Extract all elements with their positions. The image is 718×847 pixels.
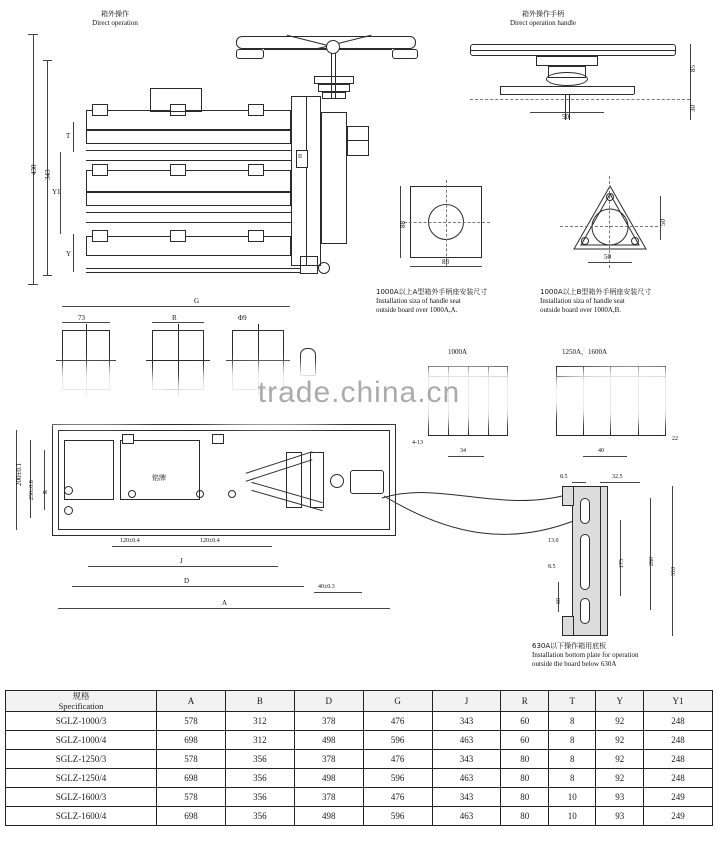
dim-J-line xyxy=(88,566,278,567)
dim-Y-line xyxy=(73,234,74,272)
rail-line-d xyxy=(86,222,291,223)
dim-73-label: 73 xyxy=(78,314,85,322)
plan-detail-r3 xyxy=(226,360,290,361)
bottom-plate-slot-1 xyxy=(580,498,590,524)
cell-G: 476 xyxy=(363,750,432,769)
cell-B: 356 xyxy=(225,788,294,807)
plan-hole xyxy=(64,486,73,495)
watermark-blur-left xyxy=(0,366,180,424)
plan-tab xyxy=(122,434,134,444)
plan-hole xyxy=(228,490,236,498)
cell-J: 343 xyxy=(432,750,501,769)
contact-block xyxy=(92,230,108,242)
cell-G: 596 xyxy=(363,807,432,826)
cell-Y1: 248 xyxy=(644,750,713,769)
dim-280-label: 280 xyxy=(649,557,655,566)
shaft-collar xyxy=(318,84,350,92)
seat-a-dim-88-h xyxy=(410,266,482,267)
plan-hole xyxy=(64,506,73,515)
dim-200-line xyxy=(44,450,45,510)
cell-J: 343 xyxy=(432,712,501,731)
bottom-plate-edge xyxy=(600,486,601,636)
dim-G-line xyxy=(62,306,290,307)
cell-Y1: 248 xyxy=(644,712,713,731)
cell-D: 498 xyxy=(294,731,363,750)
dim-R-label: R xyxy=(172,314,177,322)
dim-430-tick-top xyxy=(28,34,38,35)
dim-J-label: J xyxy=(180,557,183,565)
cell-Y: 92 xyxy=(596,731,644,750)
rail-line-b xyxy=(86,160,291,161)
table-header-spec-cn: 规格 xyxy=(72,691,90,701)
cell-B: 356 xyxy=(225,769,294,788)
dim-430-label: 430 xyxy=(30,164,38,175)
cell-D: 378 xyxy=(294,788,363,807)
cell-Y: 93 xyxy=(596,807,644,826)
table-header-spec-en: Specification xyxy=(58,701,104,711)
dim-430-tick-bot xyxy=(28,284,38,285)
dim-60-label: 60 xyxy=(556,598,562,604)
dim-R-left-label: 200±0.1 xyxy=(15,462,23,486)
cell-spec: SGLZ-1000/4 xyxy=(6,731,157,750)
seat-a-dim-88-h-label: 88 xyxy=(442,258,449,266)
table-header-A: A xyxy=(157,691,226,712)
plan-detail-r2 xyxy=(146,360,210,361)
handle-base-oval xyxy=(546,72,588,86)
caption-direct-handle: 箱外操作手柄 Direct operation handle xyxy=(509,10,577,27)
cell-R: 60 xyxy=(501,712,549,731)
nameplate-label: 铭牌 xyxy=(152,474,166,482)
dim-200-label: R xyxy=(43,489,49,494)
cell-T: 10 xyxy=(548,807,596,826)
dim-T-line xyxy=(73,122,74,152)
dim-85-label: 85 xyxy=(689,65,697,72)
rail-line-a xyxy=(86,150,291,151)
cell-spec: SGLZ-1600/3 xyxy=(6,788,157,807)
centerline-right-view xyxy=(470,99,690,100)
dim-50-label: 50 xyxy=(562,113,569,121)
dim-T-label: T xyxy=(66,132,71,140)
dim-343-tick-bot xyxy=(43,275,52,276)
seat-a-dim-88-v-label: 88 xyxy=(399,221,407,228)
cell-T: 8 xyxy=(548,750,596,769)
seat-b-dim-50-v-label: 50 xyxy=(659,219,667,226)
plan-tab xyxy=(212,434,224,444)
handle-hub xyxy=(326,40,340,54)
dim-32p5-label: 32.5 xyxy=(612,474,623,480)
linkage-pivot xyxy=(330,474,344,488)
table-row xyxy=(6,807,713,826)
mount-plate-bottom xyxy=(500,94,634,95)
handle-top-bar-line xyxy=(470,50,676,51)
cell-T: 8 xyxy=(548,769,596,788)
linkage-end-block xyxy=(350,470,384,494)
contact-block xyxy=(170,164,186,176)
column-center xyxy=(306,96,307,266)
cell-R: 80 xyxy=(501,769,549,788)
amp-1000-label: 1000A xyxy=(448,348,468,356)
dim-175-line xyxy=(620,520,621,596)
cell-A: 578 xyxy=(157,788,226,807)
dim-30-label: 30 xyxy=(689,105,697,112)
caption-handle-seat-a: 1000A以上A型箱外手柄座安装尺寸 Installation siza of handle seat outside board over 1000A,A. xyxy=(376,288,488,314)
table-row xyxy=(6,769,713,788)
cell-B: 356 xyxy=(225,750,294,769)
handle-base-block xyxy=(536,56,598,66)
specification-table xyxy=(5,690,713,826)
contact-block xyxy=(248,164,264,176)
table-header-Y1: Y1 xyxy=(644,691,713,712)
table-row xyxy=(6,788,713,807)
dim-D-label: D xyxy=(184,577,190,585)
plan-hole xyxy=(196,490,204,498)
watermark-blur-right xyxy=(360,366,560,424)
dim-22-label: 22 xyxy=(672,436,678,442)
cell-A: 698 xyxy=(157,807,226,826)
handle-seat-b-shape xyxy=(571,183,649,261)
cell-R: 60 xyxy=(501,731,549,750)
cell-B: 312 xyxy=(225,712,294,731)
watermark-blur-far-right xyxy=(540,366,718,424)
cell-T: 10 xyxy=(548,788,596,807)
cell-D: 378 xyxy=(294,750,363,769)
bottom-plate-slot-3 xyxy=(580,598,590,624)
seat-a-centerline-h xyxy=(404,222,490,223)
dim-R-line xyxy=(152,322,204,323)
mechanism-column-2 xyxy=(321,112,347,244)
base-line-2 xyxy=(86,272,301,273)
caption-bottom-plate: 630A以下操作箱用底板 Installation bottom plate for operation outside the board below 630A xyxy=(532,642,639,668)
cell-B: 312 xyxy=(225,731,294,750)
seat-b-dim-50-h-label: 50 xyxy=(604,253,611,261)
dim-343-line xyxy=(47,60,48,275)
dim-4x13-label: 4-13 xyxy=(412,440,423,446)
cell-A: 578 xyxy=(157,750,226,769)
dim-Y-label: Y xyxy=(66,250,72,258)
table-header-spec xyxy=(6,691,157,712)
plan-detail-r1 xyxy=(56,360,116,361)
cell-spec: SGLZ-1600/4 xyxy=(6,807,157,826)
watermark-blur-mid xyxy=(170,364,370,426)
top-housing xyxy=(150,88,202,112)
table-header-T: T xyxy=(548,691,596,712)
dim-280-line xyxy=(650,498,651,610)
table-header-R: R xyxy=(501,691,549,712)
dim-40-amp-label: 40 xyxy=(598,448,604,454)
dim-120a-label: 120±0.4 xyxy=(120,538,140,544)
cell-G: 476 xyxy=(363,712,432,731)
dim-120b-line xyxy=(192,546,272,547)
dim-120b-label: 120±0.4 xyxy=(200,538,220,544)
dim-34-label: 34 xyxy=(460,448,466,454)
dim-60-line xyxy=(558,582,559,612)
table-header-G: G xyxy=(363,691,432,712)
cell-A: 578 xyxy=(157,712,226,731)
bottom-plate-ear-top xyxy=(562,486,574,506)
seat-b-dim-50-v xyxy=(660,196,661,240)
cell-Y1: 249 xyxy=(644,807,713,826)
contact-block xyxy=(170,230,186,242)
cell-B: 356 xyxy=(225,807,294,826)
cell-J: 343 xyxy=(432,788,501,807)
bottom-plate-slot-2 xyxy=(580,534,590,590)
cell-spec: SGLZ-1000/3 xyxy=(6,712,157,731)
table-row xyxy=(6,731,713,750)
shaft-flange xyxy=(314,76,354,84)
cell-G: 596 xyxy=(363,769,432,788)
dim-Y1-label: Y1 xyxy=(52,188,61,196)
table-row xyxy=(6,712,713,731)
cell-D: 498 xyxy=(294,807,363,826)
cell-Y1: 248 xyxy=(644,731,713,750)
cell-G: 596 xyxy=(363,731,432,750)
rail-mid-2 xyxy=(86,192,291,206)
dim-A-label: A xyxy=(222,599,228,607)
plan-hole xyxy=(128,490,136,498)
dim-phi9-label: Φ9 xyxy=(238,314,247,322)
cell-D: 378 xyxy=(294,712,363,731)
contact-block xyxy=(248,230,264,242)
cell-Y: 92 xyxy=(596,750,644,769)
dim-310-label: 310 xyxy=(671,567,677,576)
cell-A: 698 xyxy=(157,731,226,750)
dim-120a-line xyxy=(112,546,192,547)
cell-spec: SGLZ-1250/3 xyxy=(6,750,157,769)
dim-30-line xyxy=(690,86,691,120)
mount-plate-right xyxy=(634,86,635,94)
table-header-J: J xyxy=(432,691,501,712)
dim-310-line xyxy=(672,486,673,636)
seat-b-dim-50-h xyxy=(588,262,632,263)
handle-grip-right xyxy=(392,49,418,59)
table-header-D: D xyxy=(294,691,363,712)
amp-1250-1600-label: 1250A、1600A xyxy=(562,348,608,356)
side-bracket xyxy=(347,126,369,156)
caption-handle-seat-b: 1000A以上B型箱外手柄座安装尺寸 Installation siza of handle seat outside board over 1000A,B. xyxy=(540,288,652,314)
dim-A-line xyxy=(58,608,390,609)
cell-Y: 93 xyxy=(596,788,644,807)
dim-D-line xyxy=(72,586,304,587)
cell-J: 463 xyxy=(432,769,501,788)
cell-R: 80 xyxy=(501,750,549,769)
cell-Y1: 249 xyxy=(644,788,713,807)
table-header-row xyxy=(6,691,713,712)
dim-343-tick-top xyxy=(43,60,52,61)
lock-mark: II xyxy=(298,154,302,160)
bottom-plate-ear-bottom xyxy=(562,616,574,636)
cell-Y1: 248 xyxy=(644,769,713,788)
cell-G: 476 xyxy=(363,788,432,807)
handle-grip-left xyxy=(236,49,264,59)
dim-40-label: 40±0.3 xyxy=(318,584,335,590)
cell-J: 463 xyxy=(432,807,501,826)
linkage-block xyxy=(286,452,302,508)
cell-J: 463 xyxy=(432,731,501,750)
caption-direct-operation: 箱外操作 Direct operation xyxy=(92,10,138,27)
rail-top-2 xyxy=(86,130,291,144)
dim-250-line xyxy=(30,440,31,518)
dim-40-amp-line xyxy=(583,456,627,457)
cell-A: 698 xyxy=(157,769,226,788)
cell-R: 80 xyxy=(501,788,549,807)
dim-G-label: G xyxy=(194,297,200,305)
shaft-collar-2 xyxy=(322,92,346,99)
dim-430-line xyxy=(33,34,34,284)
table-header-B: B xyxy=(225,691,294,712)
contact-block xyxy=(92,104,108,116)
contact-block xyxy=(248,104,264,116)
cell-D: 498 xyxy=(294,769,363,788)
table-header-Y: Y xyxy=(596,691,644,712)
dim-250-label: 250±0.8 xyxy=(29,480,35,500)
side-bracket-line xyxy=(347,140,369,141)
cell-spec: SGLZ-1250/4 xyxy=(6,769,157,788)
dim-8p5-label: 8.5 xyxy=(548,564,556,570)
rail-line-c xyxy=(86,212,291,213)
seat-a-centerline-v xyxy=(446,180,447,266)
cell-R: 80 xyxy=(501,807,549,826)
dim-343-label: 343 xyxy=(44,169,52,180)
bottom-plate-body xyxy=(572,486,608,636)
cell-T: 8 xyxy=(548,731,596,750)
table-row xyxy=(6,750,713,769)
mount-plate-top xyxy=(500,86,634,87)
linkage-block-2 xyxy=(310,452,324,508)
dim-8p5-top-line xyxy=(572,482,586,483)
pivot-circle xyxy=(318,262,330,274)
mount-plate-left xyxy=(500,86,501,94)
dim-8p5-top-label: 8.5 xyxy=(560,474,568,480)
dim-13p0-label: 13.0 xyxy=(548,538,559,544)
dim-175-label: 175 xyxy=(619,559,625,568)
watermark-text: trade.china.cn xyxy=(257,376,461,409)
cell-Y: 92 xyxy=(596,769,644,788)
cell-T: 8 xyxy=(548,712,596,731)
cell-Y: 92 xyxy=(596,712,644,731)
handle-stem-2 xyxy=(569,94,570,120)
dim-34-line xyxy=(448,456,484,457)
dim-40-line xyxy=(314,592,362,593)
base-line xyxy=(86,268,301,269)
foot-block xyxy=(300,256,318,274)
contact-block xyxy=(92,164,108,176)
dim-73-line xyxy=(62,322,110,323)
dim-32p5-line xyxy=(600,482,640,483)
